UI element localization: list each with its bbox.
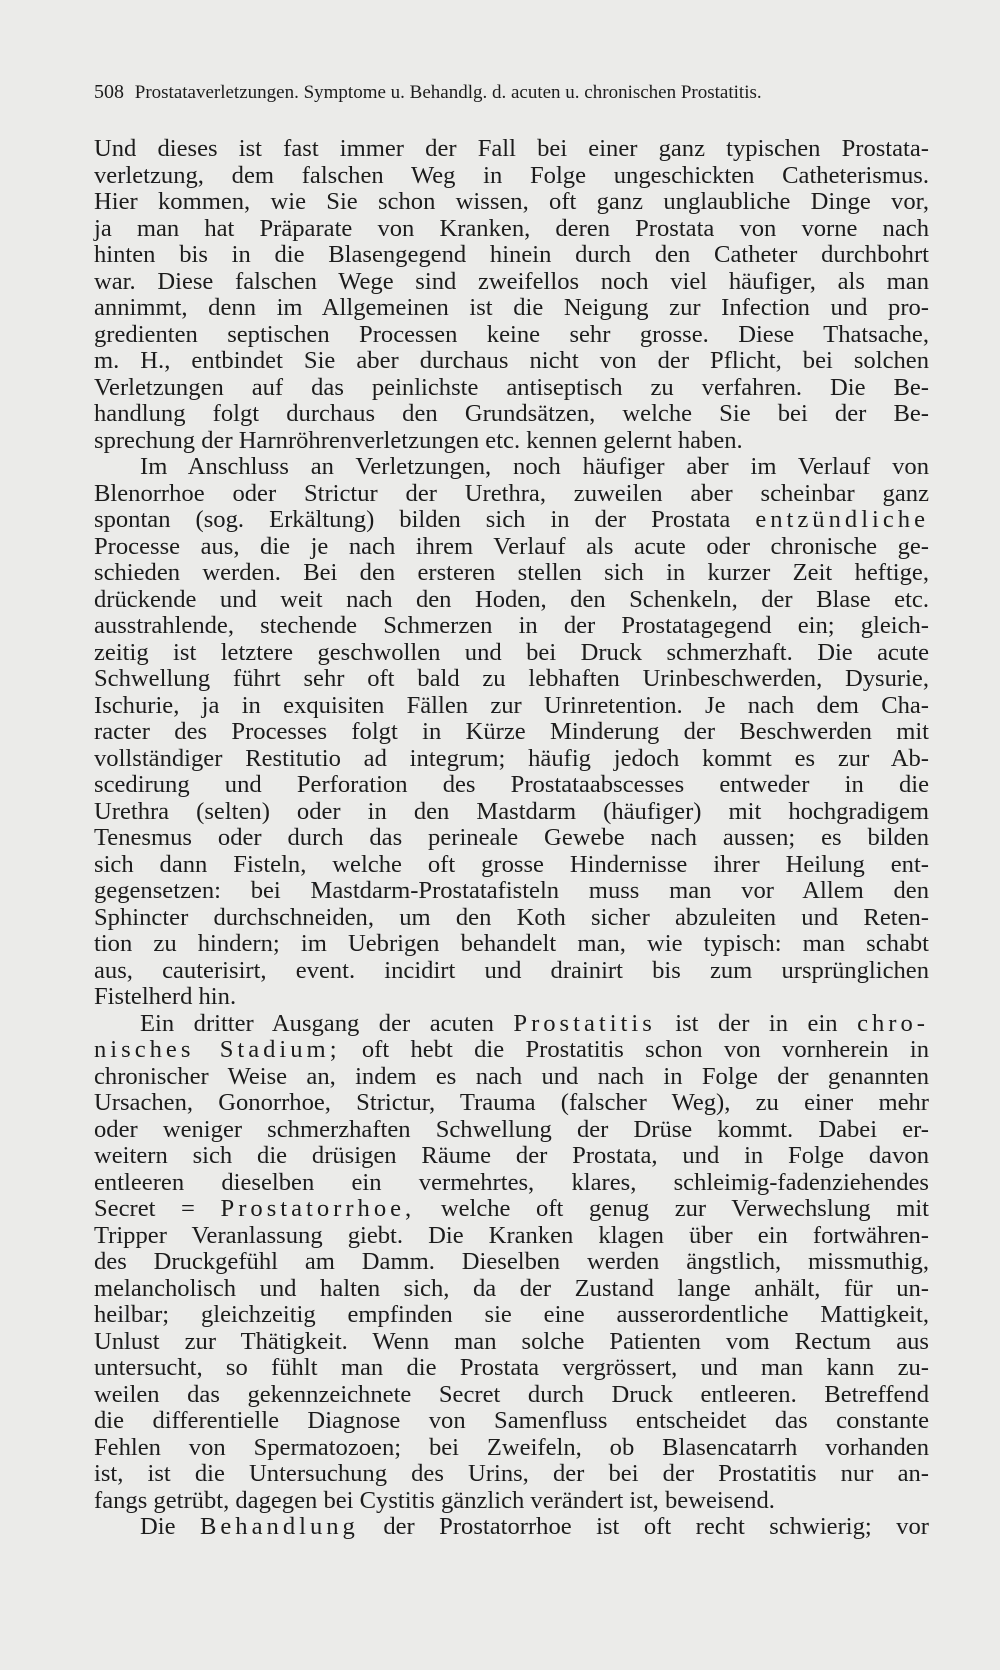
text-line: weilen das gekennzeichnete Secret durch Druck entleeren. Betreffend	[94, 1380, 929, 1408]
emphasized-term: Behandlung	[199, 1513, 359, 1540]
text-line: Ursachen, Gonorrhoe, Strictur, Trauma (falscher Weg), zu einer mehr	[94, 1089, 929, 1116]
text-line: racter des Processes folgt in Kürze Minderung der Beschwerden mit	[94, 718, 929, 745]
text-line: Tenesmus oder durch das perineale Gewebe nach aussen; es bilden	[94, 824, 929, 851]
text-line: chronischer Weise an, indem es nach und nach in Folge der genannten	[94, 1062, 929, 1090]
text-segment: Die	[140, 1513, 176, 1540]
text-line: oder weniger schmerzhaften Schwellung der Drüse kommt. Dabei er-	[94, 1115, 929, 1143]
running-head	[94, 80, 934, 105]
text-line	[94, 1514, 929, 1541]
text-line: Urethra (selten) oder in den Mastdarm (häufiger) mit hochgradigem	[94, 797, 929, 825]
text-line: aus, cauterisirt, event. incidirt und drainirt bis zum ursprünglichen	[94, 956, 929, 984]
text-line: annimmt, denn im Allgemeinen ist die Neigung zur Infection und pro-	[94, 294, 929, 321]
text-line: ja man hat Präparate von Kranken, deren Prostata von vorne nach	[94, 214, 929, 242]
text-segment: Ein dritter Ausgang der acuten	[140, 1009, 494, 1037]
text-line: m. H., entbindet Sie aber durchaus nicht von der Pflicht, bei solchen	[94, 347, 929, 374]
emphasized-term: Prostatorrhoe,	[220, 1195, 416, 1222]
text-line: Hier kommen, wie Sie schon wissen, oft ganz unglaubliche Dinge vor,	[94, 188, 929, 215]
text-line: Unlust zur Thätigkeit. Wenn man solche Patienten vom Rectum aus	[94, 1327, 929, 1355]
emphasized-term: entzündliche	[755, 506, 929, 533]
body-text	[94, 136, 929, 1541]
text-line: tion zu hindern; im Uebrigen behandelt man, wie typisch: man schabt	[94, 930, 929, 957]
emphasized-term: Prostatitis	[513, 1009, 656, 1037]
text-line: Fistelherd hin.	[94, 983, 237, 1010]
text-line: Und dieses ist fast immer der Fall bei einer ganz typischen Prostata-	[94, 135, 929, 162]
text-line: verletzung, dem falschen Weg in Folge ungeschickten Catheterismus.	[94, 161, 929, 189]
emphasized-term: chro-	[857, 1009, 929, 1037]
text-line: Blenorrhoe oder Strictur der Urethra, zuweilen aber scheinbar ganz	[94, 479, 929, 507]
text-segment: ist der in ein	[675, 1009, 838, 1037]
text-line: entleeren dieselben ein vermehrtes, klares, schleimig-fadenziehendes	[94, 1168, 929, 1196]
text-line: gegensetzen: bei Mastdarm-Prostatafisteln muss man vor Allem den	[94, 877, 929, 904]
text-line: ausstrahlende, stechende Schmerzen in der Prostatagegend ein; gleich-	[94, 612, 929, 639]
text-line: heilbar; gleichzeitig empfinden sie eine ausserordentliche Mattigkeit,	[94, 1301, 929, 1328]
text-line: ist, ist die Untersuchung des Urins, der bei der Prostatitis nur an-	[94, 1460, 929, 1487]
text-segment: der Prostatorrhoe ist oft recht schwierig; vor	[383, 1513, 929, 1540]
text-line: Ischurie, ja in exquisiten Fällen zur Urinretention. Je nach dem Cha-	[94, 691, 929, 719]
text-line: untersucht, so fühlt man die Prostata vergrössert, und man kann zu-	[94, 1354, 929, 1381]
text-segment: spontan (sog. Erkältung) bilden sich in der Prostata	[94, 506, 731, 533]
text-line: vollständiger Restitutio ad integrum; häufig jedoch kommt es zur Ab-	[94, 744, 929, 772]
running-title: Prostataverletzungen. Symptome u. Behandlg. d. acuten u. chronischen Prostatitis.	[134, 82, 762, 103]
text-line: handlung folgt durchaus den Grundsätzen, welche Sie bei der Be-	[94, 400, 929, 427]
text-line: war. Diese falschen Wege sind zweifellos noch viel häufiger, als man	[94, 267, 929, 295]
text-line	[94, 1037, 929, 1064]
text-line	[94, 1011, 929, 1038]
text-line: Fehlen von Spermatozoen; bei Zweifeln, ob Blasencatarrh vorhanden	[94, 1433, 929, 1461]
text-line: scedirung und Perforation des Prostataabscesses entweder in die	[94, 771, 929, 798]
text-segment: oft hebt die Prostatitis schon von vornherein in	[361, 1036, 929, 1063]
text-line: Verletzungen auf das peinlichste antiseptisch zu verfahren. Die Be-	[94, 373, 929, 401]
text-line: Processe aus, die je nach ihrem Verlauf als acute oder chronische ge-	[94, 532, 929, 560]
page-number: 508	[94, 81, 124, 103]
text-line: die differentielle Diagnose von Samenfluss entscheidet das constante	[94, 1407, 929, 1434]
text-line: hinten bis in die Blasengegend hinein durch den Catheter durchbohrt	[94, 241, 929, 268]
text-line: Sphincter durchschneiden, um den Koth sicher abzuleiten und Reten-	[94, 903, 929, 931]
text-segment: Secret =	[94, 1195, 195, 1222]
text-segment: welche oft genug zur Verwechslung mit	[440, 1195, 929, 1222]
text-line: fangs getrübt, dagegen bei Cystitis gänzlich verändert ist, beweisend.	[94, 1486, 775, 1514]
text-line: zeitig ist letztere geschwollen und bei Druck schmerzhaft. Die acute	[94, 638, 929, 666]
text-line: Tripper Veranlassung giebt. Die Kranken klagen über ein fortwähren-	[94, 1221, 929, 1249]
text-line	[94, 507, 929, 534]
text-line: Im Anschluss an Verletzungen, noch häufiger aber im Verlauf von	[140, 453, 929, 480]
emphasized-term: nisches Stadium;	[94, 1036, 341, 1063]
text-line: sich dann Fisteln, welche oft grosse Hindernisse ihrer Heilung ent-	[94, 850, 929, 878]
text-line: drückende und weit nach den Hoden, den Schenkeln, der Blase etc.	[94, 585, 929, 613]
text-line: weitern sich die drüsigen Räume der Prostata, und in Folge davon	[94, 1142, 929, 1169]
text-line: des Druckgefühl am Damm. Dieselben werden ängstlich, missmuthig,	[94, 1248, 929, 1275]
text-line: schieden werden. Bei den ersteren stellen sich in kurzer Zeit heftige,	[94, 559, 929, 586]
text-line: gredienten septischen Processen keine sehr grosse. Diese Thatsache,	[94, 320, 929, 348]
text-line: melancholisch und halten sich, da der Zustand lange anhält, für un-	[94, 1274, 929, 1302]
text-line: sprechung der Harnröhrenverletzungen etc. kennen gelernt haben.	[94, 426, 743, 454]
text-line: Schwellung führt sehr oft bald zu lebhaften Urinbeschwerden, Dysurie,	[94, 665, 929, 692]
text-line	[94, 1196, 929, 1223]
